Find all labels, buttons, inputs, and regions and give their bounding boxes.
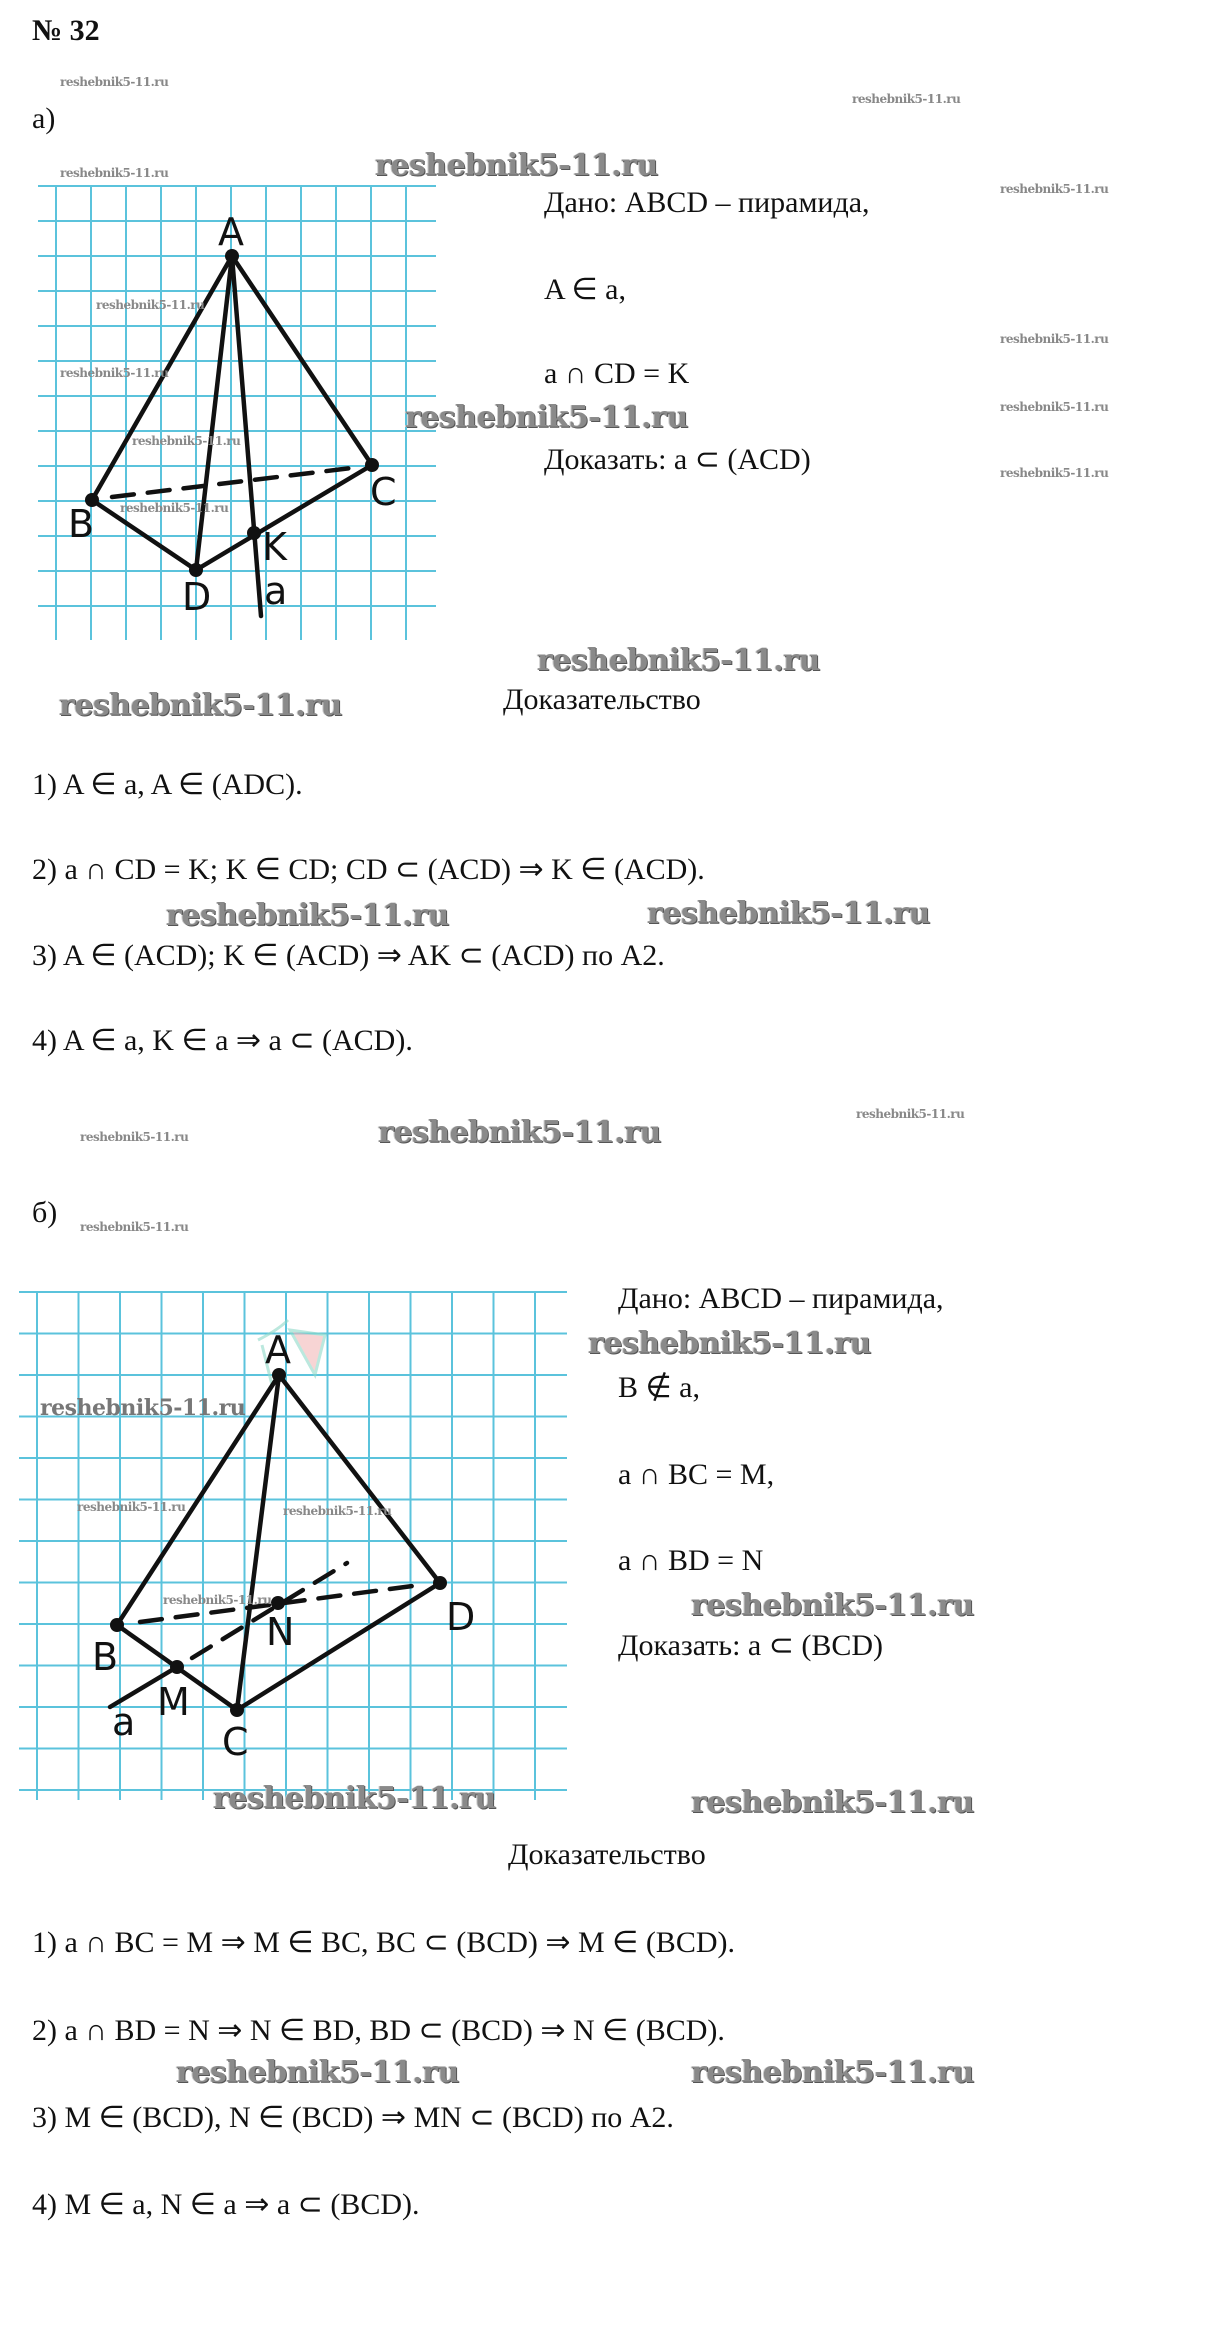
- proof-step: 3) A ∈ (ACD); K ∈ (ACD) ⇒ AK ⊂ (ACD) по А2.: [32, 939, 665, 972]
- watermark: reshebnik5-11.ru: [691, 1785, 974, 1820]
- grid-b: [19, 1292, 567, 1800]
- given-line: Доказать: a ⊂ (ACD): [544, 443, 811, 476]
- watermark: reshebnik5-11.ru: [1000, 466, 1109, 480]
- label-k: K: [262, 525, 287, 569]
- watermark: reshebnik5-11.ru: [1000, 400, 1109, 414]
- point-c: [230, 1703, 244, 1717]
- watermark: reshebnik5-11.ru: [537, 643, 820, 678]
- label-b: B: [68, 502, 95, 546]
- point-m: [170, 1660, 184, 1674]
- given-line: Дано: ABCD – пирамида,: [618, 1282, 944, 1315]
- given-line: a ∩ BD = N: [618, 1544, 764, 1577]
- watermark: reshebnik5-11.ru: [405, 400, 688, 435]
- watermark: reshebnik5-11.ru: [378, 1115, 661, 1150]
- watermark: reshebnik5-11.ru: [176, 2055, 459, 2090]
- point-n: [271, 1596, 285, 1610]
- given-line: Доказать: a ⊂ (BCD): [618, 1629, 884, 1662]
- watermark: reshebnik5-11.ru: [691, 1588, 974, 1623]
- proof-step: 1) A ∈ a, A ∈ (ADC).: [32, 768, 303, 801]
- watermark: reshebnik5-11.ru: [120, 501, 229, 515]
- part-a-label: а): [32, 102, 56, 135]
- watermark: reshebnik5-11.ru: [132, 434, 241, 448]
- label-line-a: a: [264, 569, 288, 613]
- watermark: reshebnik5-11.ru: [1000, 182, 1109, 196]
- given-line: a ∩ BC = M,: [618, 1458, 775, 1491]
- label-d: D: [446, 1595, 476, 1639]
- proof-step: 4) A ∈ a, K ∈ a ⇒ a ⊂ (ACD).: [32, 1024, 413, 1057]
- watermark: reshebnik5-11.ru: [77, 1500, 186, 1514]
- watermark: reshebnik5-11.ru: [166, 898, 449, 933]
- watermark: reshebnik5-11.ru: [60, 366, 169, 380]
- label-m: M: [157, 1680, 190, 1724]
- point-b: [110, 1618, 124, 1632]
- given-line: A ∈ a,: [544, 273, 626, 306]
- watermark: reshebnik5-11.ru: [647, 896, 930, 931]
- part-b-label: б): [32, 1196, 58, 1229]
- given-line: B ∉ a,: [618, 1371, 700, 1404]
- proof-title-a: Доказательство: [503, 683, 701, 716]
- watermark: reshebnik5-11.ru: [60, 75, 169, 89]
- given-line: a ∩ CD = K: [544, 357, 690, 390]
- watermark: reshebnik5-11.ru: [588, 1326, 871, 1361]
- label-a: A: [218, 210, 244, 254]
- proof-title-b: Доказательство: [508, 1838, 706, 1871]
- watermark: reshebnik5-11.ru: [1000, 332, 1109, 346]
- watermark: reshebnik5-11.ru: [856, 1107, 965, 1121]
- watermark: reshebnik5-11.ru: [80, 1220, 189, 1234]
- label-a: A: [265, 1328, 291, 1372]
- label-line-a: a: [112, 1700, 136, 1744]
- watermark: reshebnik5-11.ru: [852, 92, 961, 106]
- watermark: reshebnik5-11.ru: [213, 1781, 496, 1816]
- watermark: reshebnik5-11.ru: [375, 148, 658, 183]
- proof-step: 4) M ∈ a, N ∈ a ⇒ a ⊂ (BCD).: [32, 2188, 420, 2221]
- label-c: C: [222, 1720, 249, 1764]
- given-line: Дано: ABCD – пирамида,: [544, 186, 870, 219]
- figure-b: [0, 1270, 570, 1810]
- edge-ac: [237, 1375, 279, 1710]
- watermark: reshebnik5-11.ru: [59, 688, 342, 723]
- point-k: [247, 526, 261, 540]
- point-d: [433, 1576, 447, 1590]
- label-n: N: [266, 1610, 295, 1654]
- watermark: reshebnik5-11.ru: [691, 2055, 974, 2090]
- proof-step: 2) a ∩ BD = N ⇒ N ∈ BD, BD ⊂ (BCD) ⇒ N ∈ (BCD).: [32, 2014, 725, 2047]
- proof-step: 3) M ∈ (BCD), N ∈ (BCD) ⇒ MN ⊂ (BCD) по А2.: [32, 2101, 674, 2134]
- watermark: reshebnik5-11.ru: [40, 1395, 246, 1421]
- watermark: reshebnik5-11.ru: [80, 1130, 189, 1144]
- label-d: D: [182, 575, 212, 619]
- proof-step: 2) a ∩ CD = K; K ∈ CD; CD ⊂ (ACD) ⇒ K ∈ (ACD).: [32, 853, 705, 886]
- label-c: C: [370, 470, 397, 514]
- watermark: reshebnik5-11.ru: [163, 1593, 272, 1607]
- label-b: B: [92, 1635, 119, 1679]
- watermark: reshebnik5-11.ru: [283, 1504, 392, 1518]
- edge-ad: [279, 1375, 440, 1583]
- proof-step: 1) a ∩ BC = M ⇒ M ∈ BC, BC ⊂ (BCD) ⇒ M ∈ (BCD).: [32, 1926, 735, 1959]
- problem-number: № 32: [32, 14, 100, 47]
- watermark: reshebnik5-11.ru: [96, 298, 205, 312]
- figure-a: [0, 170, 460, 650]
- watermark: reshebnik5-11.ru: [60, 166, 169, 180]
